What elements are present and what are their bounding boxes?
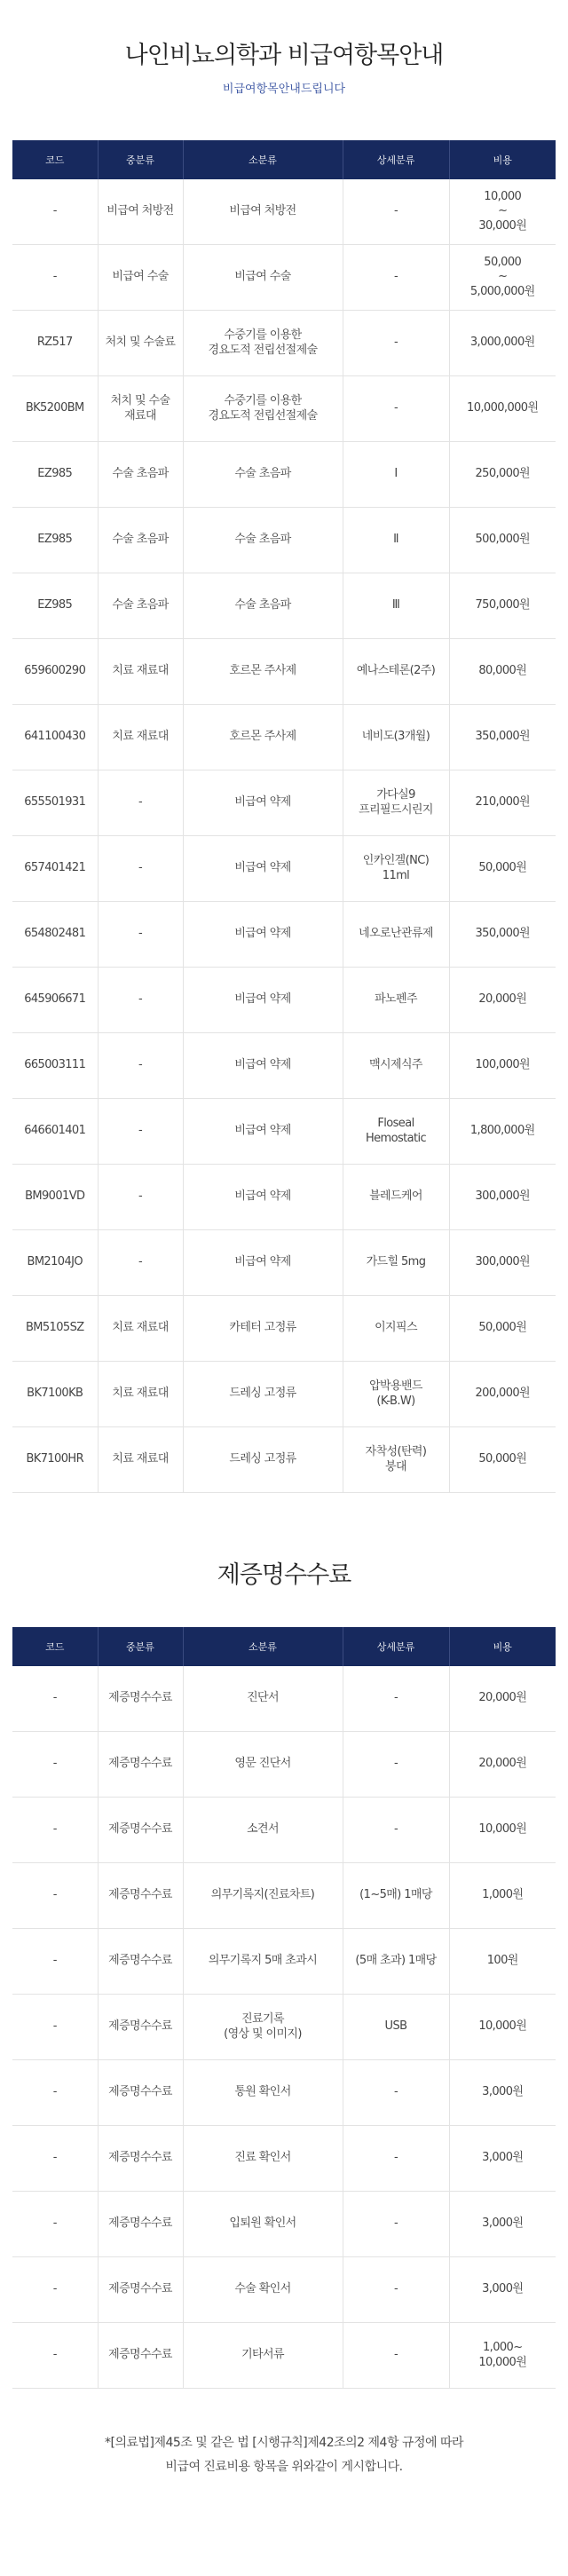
cell-mid-category: -	[98, 968, 183, 1033]
cell-detail-category: -	[343, 376, 449, 442]
cell-detail-category: 이지픽스	[343, 1296, 449, 1362]
certificate-fees-table	[12, 1627, 556, 2389]
cell-detail-category: USB	[343, 1995, 449, 2060]
cell-detail-category: -	[343, 1798, 449, 1863]
cell-sub-category: 수술 초음파	[183, 573, 343, 639]
cell-code: -	[12, 1798, 98, 1863]
cell-cost: 500,000원	[449, 508, 556, 573]
cell-code: EZ985	[12, 508, 98, 573]
page-subtitle: 비급여항목안내드립니다	[222, 83, 346, 96]
header-sub-category: 소분류	[183, 140, 343, 179]
cell-mid-category: 제증명수수료	[98, 1732, 183, 1798]
cell-sub-category: 기타서류	[183, 2323, 343, 2389]
cell-mid-category: -	[98, 1033, 183, 1099]
cell-mid-category: -	[98, 1165, 183, 1230]
table-row	[12, 902, 556, 968]
cell-cost: 1,000원	[449, 1863, 556, 1929]
cell-detail-category: 자착성(탄력) 붕대	[343, 1427, 449, 1493]
cell-mid-category: -	[98, 902, 183, 968]
cell-detail-category: Ⅲ	[343, 573, 449, 639]
cell-code: -	[12, 2257, 98, 2323]
cell-mid-category: 비급여 처방전	[98, 179, 183, 245]
cell-code: -	[12, 2126, 98, 2192]
page-title: 나인비뇨의학과 비급여항목안내	[124, 42, 444, 69]
cell-code: -	[12, 1995, 98, 2060]
cell-code: -	[12, 179, 98, 245]
cell-sub-category: 입퇴원 확인서	[183, 2192, 343, 2257]
cell-detail-category: 맥시제식주	[343, 1033, 449, 1099]
cell-cost: 50,000원	[449, 1427, 556, 1493]
cell-detail-category: -	[343, 179, 449, 245]
cell-cost: 50,000원	[449, 1296, 556, 1362]
cell-sub-category: 비급여 약제	[183, 902, 343, 968]
cell-sub-category: 수술 확인서	[183, 2257, 343, 2323]
cell-cost: 20,000원	[449, 1732, 556, 1798]
cell-mid-category: -	[98, 836, 183, 902]
cell-detail-category: 블레드케어	[343, 1165, 449, 1230]
cell-code: -	[12, 2060, 98, 2126]
cell-sub-category: 비급여 약제	[183, 836, 343, 902]
table-row	[12, 968, 556, 1033]
cell-cost: 50,000원	[449, 836, 556, 902]
cell-cost: 200,000원	[449, 1362, 556, 1427]
cell-sub-category: 진료기록 (영상 및 이미지)	[183, 1995, 343, 2060]
cell-code: EZ985	[12, 442, 98, 508]
header-cost: 비용	[449, 140, 556, 179]
cell-sub-category: 수중기를 이용한 경요도적 전립선절제술	[183, 376, 343, 442]
cell-mid-category: 제증명수수료	[98, 2126, 183, 2192]
cell-detail-category: 인카인겔(NC) 11ml	[343, 836, 449, 902]
cell-mid-category: 수술 초음파	[98, 508, 183, 573]
cell-detail-category: 파노펜주	[343, 968, 449, 1033]
cell-sub-category: 진단서	[183, 1666, 343, 1732]
header-sub-category: 소분류	[183, 1627, 343, 1666]
cell-mid-category: 수술 초음파	[98, 442, 183, 508]
table-row	[12, 1732, 556, 1798]
table-row	[12, 2323, 556, 2389]
cell-sub-category: 비급여 약제	[183, 770, 343, 836]
cell-cost: 300,000원	[449, 1230, 556, 1296]
cell-code: -	[12, 1666, 98, 1732]
legal-notice-line-1: *[의료법]제45조 및 같은 법 [시행규칙]제42조의2 제4항 규정에 따라	[105, 2436, 463, 2450]
cell-mid-category: 처치 및 수술료	[98, 311, 183, 376]
cell-detail-category: -	[343, 311, 449, 376]
header-mid-category: 중분류	[98, 140, 183, 179]
table-row	[12, 573, 556, 639]
cell-code: BK7100HR	[12, 1427, 98, 1493]
cell-detail-category: Floseal Hemostatic	[343, 1099, 449, 1165]
cell-sub-category: 수중기를 이용한 경요도적 전립선절제술	[183, 311, 343, 376]
cell-code: 665003111	[12, 1033, 98, 1099]
cell-code: -	[12, 1929, 98, 1995]
cell-detail-category: 네비도(3개월)	[343, 705, 449, 770]
table-row	[12, 1033, 556, 1099]
cell-cost: 750,000원	[449, 573, 556, 639]
cell-sub-category: 통원 확인서	[183, 2060, 343, 2126]
cell-sub-category: 진료 확인서	[183, 2126, 343, 2192]
table-row	[12, 1362, 556, 1427]
cell-cost: 10,000원	[449, 1798, 556, 1863]
cell-detail-category: 가다실9 프리필드시린지	[343, 770, 449, 836]
table-row	[12, 2060, 556, 2126]
header-code: 코드	[12, 140, 98, 179]
table2-body	[12, 1666, 556, 2389]
cell-detail-category: (5매 초과) 1매당	[343, 1929, 449, 1995]
table-row	[12, 1995, 556, 2060]
cell-mid-category: 제증명수수료	[98, 1863, 183, 1929]
cell-detail-category: -	[343, 2192, 449, 2257]
table-row	[12, 1863, 556, 1929]
cell-sub-category: 드레싱 고정류	[183, 1427, 343, 1493]
cell-mid-category: 치료 재료대	[98, 1296, 183, 1362]
cell-sub-category: 비급여 약제	[183, 968, 343, 1033]
cell-mid-category: 제증명수수료	[98, 1798, 183, 1863]
cell-detail-category: 가드힐 5mg	[343, 1230, 449, 1296]
cell-cost: 100원	[449, 1929, 556, 1995]
cell-code: 654802481	[12, 902, 98, 968]
cell-mid-category: -	[98, 770, 183, 836]
cell-cost: 10,000,000원	[449, 376, 556, 442]
cell-detail-category: (1~5매) 1매당	[343, 1863, 449, 1929]
cell-cost: 3,000원	[449, 2060, 556, 2126]
certificate-fees-title: 제증명수수료	[217, 1561, 351, 1589]
table-row	[12, 245, 556, 311]
cell-cost: 80,000원	[449, 639, 556, 705]
cell-detail-category: 압박용밴드 (K-B.W)	[343, 1362, 449, 1427]
table-row	[12, 1296, 556, 1362]
header-cost: 비용	[449, 1627, 556, 1666]
cell-sub-category: 수술 초음파	[183, 442, 343, 508]
cell-sub-category: 의무기록지(진료차트)	[183, 1863, 343, 1929]
cell-detail-category: -	[343, 2126, 449, 2192]
table1-body	[12, 179, 556, 1493]
cell-detail-category: Ⅰ	[343, 442, 449, 508]
cell-detail-category: -	[343, 2060, 449, 2126]
cell-cost: 10,000 ~ 30,000원	[449, 179, 556, 245]
cell-mid-category: 제증명수수료	[98, 2192, 183, 2257]
table-row	[12, 2126, 556, 2192]
cell-detail-category: -	[343, 1732, 449, 1798]
cell-code: BK7100KB	[12, 1362, 98, 1427]
non-covered-items-table	[12, 140, 556, 1493]
cell-code: 646601401	[12, 1099, 98, 1165]
legal-notice	[0, 2431, 568, 2478]
cell-cost: 350,000원	[449, 902, 556, 968]
cell-cost: 350,000원	[449, 705, 556, 770]
cell-code: -	[12, 2192, 98, 2257]
cell-mid-category: -	[98, 1099, 183, 1165]
header-code: 코드	[12, 1627, 98, 1666]
cell-code: 641100430	[12, 705, 98, 770]
cell-sub-category: 호르몬 주사제	[183, 705, 343, 770]
cell-cost: 3,000원	[449, 2192, 556, 2257]
cell-mid-category: 치료 재료대	[98, 705, 183, 770]
cell-cost: 3,000원	[449, 2257, 556, 2323]
cell-sub-category: 비급여 약제	[183, 1033, 343, 1099]
header-detail-category: 상세분류	[343, 1627, 449, 1666]
cell-mid-category: 제증명수수료	[98, 1929, 183, 1995]
table-row	[12, 376, 556, 442]
table-row	[12, 836, 556, 902]
cell-cost: 3,000,000원	[449, 311, 556, 376]
cell-sub-category: 수술 초음파	[183, 508, 343, 573]
cell-code: BK5200BM	[12, 376, 98, 442]
table-row	[12, 770, 556, 836]
cell-code: RZ517	[12, 311, 98, 376]
cell-mid-category: 제증명수수료	[98, 2257, 183, 2323]
cell-mid-category: 제증명수수료	[98, 1995, 183, 2060]
cell-cost: 20,000원	[449, 968, 556, 1033]
table-row	[12, 2257, 556, 2323]
cell-detail-category: -	[343, 1666, 449, 1732]
cell-sub-category: 드레싱 고정류	[183, 1362, 343, 1427]
cell-mid-category: 제증명수수료	[98, 2060, 183, 2126]
table-row	[12, 1165, 556, 1230]
table-row	[12, 1666, 556, 1732]
cell-sub-category: 비급여 약제	[183, 1099, 343, 1165]
cell-detail-category: 예나스테론(2주)	[343, 639, 449, 705]
cell-sub-category: 영문 진단서	[183, 1732, 343, 1798]
cell-detail-category: -	[343, 2323, 449, 2389]
cell-code: BM9001VD	[12, 1165, 98, 1230]
cell-code: -	[12, 245, 98, 311]
cell-cost: 10,000원	[449, 1995, 556, 2060]
cell-mid-category: 제증명수수료	[98, 1666, 183, 1732]
cell-cost: 20,000원	[449, 1666, 556, 1732]
cell-mid-category: 제증명수수료	[98, 2323, 183, 2389]
table-row	[12, 179, 556, 245]
cell-code: -	[12, 1863, 98, 1929]
cell-code: 659600290	[12, 639, 98, 705]
table-row	[12, 1798, 556, 1863]
cell-code: 657401421	[12, 836, 98, 902]
cell-detail-category: -	[343, 2257, 449, 2323]
cell-cost: 1,000~ 10,000원	[449, 2323, 556, 2389]
cell-cost: 210,000원	[449, 770, 556, 836]
table-row	[12, 705, 556, 770]
cell-mid-category: 비급여 수술	[98, 245, 183, 311]
cell-sub-category: 비급여 약제	[183, 1165, 343, 1230]
table-row	[12, 508, 556, 573]
cell-code: BM5105SZ	[12, 1296, 98, 1362]
cell-detail-category: 네오로난관류제	[343, 902, 449, 968]
cell-mid-category: 치료 재료대	[98, 1362, 183, 1427]
header-mid-category: 중분류	[98, 1627, 183, 1666]
cell-code: 645906671	[12, 968, 98, 1033]
cell-sub-category: 비급여 수술	[183, 245, 343, 311]
cell-code: -	[12, 2323, 98, 2389]
header-detail-category: 상세분류	[343, 140, 449, 179]
table-header-row	[12, 140, 556, 179]
cell-sub-category: 호르몬 주사제	[183, 639, 343, 705]
table-row	[12, 2192, 556, 2257]
cell-cost: 250,000원	[449, 442, 556, 508]
cell-sub-category: 비급여 약제	[183, 1230, 343, 1296]
table-row	[12, 1427, 556, 1493]
cell-sub-category: 카테터 고정류	[183, 1296, 343, 1362]
table-row	[12, 1929, 556, 1995]
cell-mid-category: 치료 재료대	[98, 1427, 183, 1493]
cell-code: EZ985	[12, 573, 98, 639]
cell-detail-category: Ⅱ	[343, 508, 449, 573]
cell-cost: 1,800,000원	[449, 1099, 556, 1165]
cell-mid-category: 치료 재료대	[98, 639, 183, 705]
table-row	[12, 1230, 556, 1296]
cell-sub-category: 소견서	[183, 1798, 343, 1863]
cell-cost: 100,000원	[449, 1033, 556, 1099]
table-row	[12, 639, 556, 705]
cell-cost: 50,000 ~ 5,000,000원	[449, 245, 556, 311]
cell-detail-category: -	[343, 245, 449, 311]
cell-code: 655501931	[12, 770, 98, 836]
cell-sub-category: 의무기록지 5매 초과시	[183, 1929, 343, 1995]
cell-code: -	[12, 1732, 98, 1798]
cell-mid-category: 수술 초음파	[98, 573, 183, 639]
table-row	[12, 442, 556, 508]
table-row	[12, 1099, 556, 1165]
cell-sub-category: 비급여 처방전	[183, 179, 343, 245]
cell-mid-category: 처치 및 수술 재료대	[98, 376, 183, 442]
legal-notice-line-2: 비급여 진료비용 항목을 위와같이 게시합니다.	[165, 2459, 403, 2474]
cell-cost: 3,000원	[449, 2126, 556, 2192]
table-header-row	[12, 1627, 556, 1666]
cell-code: BM2104JO	[12, 1230, 98, 1296]
cell-cost: 300,000원	[449, 1165, 556, 1230]
table-row	[12, 311, 556, 376]
cell-mid-category: -	[98, 1230, 183, 1296]
